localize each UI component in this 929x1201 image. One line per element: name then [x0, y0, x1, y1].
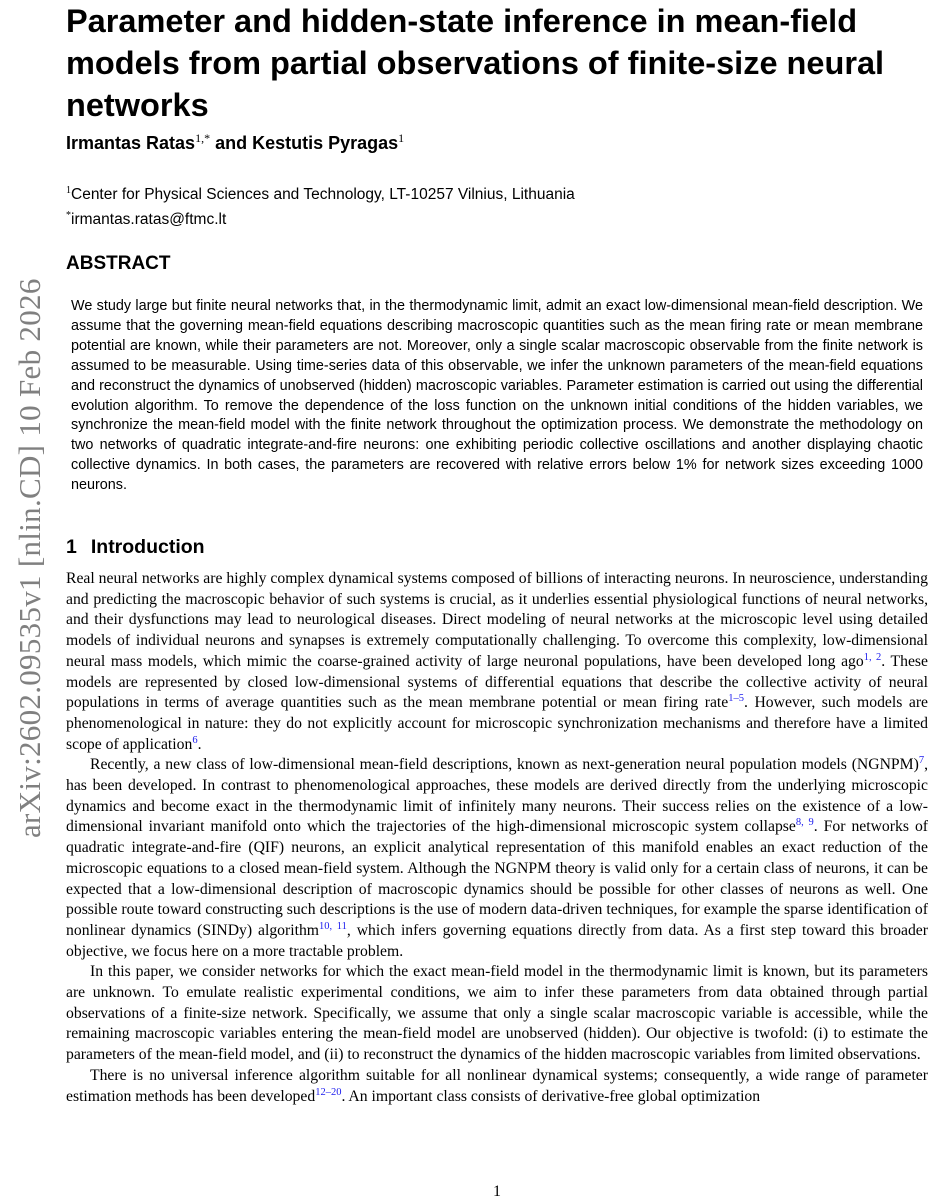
corresponding-email-line	[66, 205, 866, 230]
affiliation-text: Center for Physical Sciences and Technology, LT-10257 Vilnius, Lithuania	[71, 186, 575, 204]
paragraph	[66, 755, 928, 962]
body-text	[66, 569, 928, 1107]
citation-link[interactable]: 6	[192, 734, 198, 746]
page-number: 1	[493, 1183, 501, 1200]
citation-link[interactable]: 1, 2	[863, 651, 882, 663]
paragraph: In this paper, we consider networks for which the exact mean-field model in the thermodynamic limit is known, but its parameters are unknown. To emulate realistic experimental conditions, we aim to infer these parameters from data obtained through partial observations of a finite-size network. Specifically, we assume that only a single scalar macroscopic variable is accessible, while the remaining macroscopic variables entering the mean-field model are unobserved (hidden). Our objective is twofold: (i) to estimate the parameters of the mean-field model, and (ii) to reconstruct the dynamics of the hidden macroscopic variables from limited observations.	[66, 963, 928, 1064]
paragraph-text: Real neural networks are highly complex dynamical systems composed of billions of interacting neurons. In neuroscience, understanding and predicting the macroscopic behavior of such systems is crucial, as it underlies essential physiological functions of neural networks, and their dysfunctions may lead to neurological diseases. Direct modeling of neural networks at the microscopic level using detailed models of individual neurons and synapses is extremely computationally challenging. To overcome this complexity, low-dimensional neural mass models, which mimic the coarse-grained activity of large neuronal populations, have been developed long ago	[66, 570, 928, 670]
paragraph-text: , has been developed. In contrast to phenomenological approaches, these models are derived directly from the underlying microscopic dynamics and become exact in the thermodynamic limit of infinitely many neurons. Their success relies on the existence of a low-dimensional invariant manifold onto which the trajectories of the high-dimensional microscopic system collapse	[66, 756, 928, 836]
section-title: Introduction	[90, 536, 205, 558]
citation-link[interactable]: 1–5	[728, 692, 745, 704]
author-conjunction: and	[210, 133, 253, 153]
email-marker: *	[66, 210, 71, 222]
paragraph-text: Recently, a new class of low-dimensional mean-field descriptions, known as next-generation neural population models (NGNPM)	[90, 756, 919, 774]
section-number: 1	[66, 536, 77, 558]
abstract-heading: ABSTRACT	[66, 253, 171, 274]
citation-link[interactable]: 8, 9	[795, 817, 814, 829]
author-list	[66, 131, 404, 154]
paragraph-text: . For networks of quadratic integrate-and-fire (QIF) neurons, an explicit analytical representation of this manifold enables an exact reduction of the microscopic equations to a closed mean-field system. Although the NGNPM theory is valid only for a certain class of neurons, it can be expected that a low-dimensional description of macroscopic dynamics should be possible for other classes of neurons as well. One possible route toward constructing such descriptions is the use of modern data-driven techniques, for example the sparse identification of nonlinear dynamics (SINDy) algorithm	[66, 818, 929, 939]
paper-title: Parameter and hidden-state inference in mean-field models from partial observations of finite-size neural networks	[66, 3, 885, 123]
affiliation-marker: 1	[398, 131, 405, 145]
paragraph-text: , which infers governing equations directly from data. As a first step toward this broader objective, we focus here on a more tractable problem.	[66, 921, 928, 960]
corresponding-email: irmantas.ratas@ftmc.lt	[71, 211, 227, 229]
author-name: Irmantas Ratas	[66, 133, 196, 153]
paragraph-text: . However, such models are phenomenological in nature: they do not explicitly account for microscopic synchronization mechanisms and therefore have a limited scope of application	[66, 694, 929, 753]
citation-link[interactable]: 10, 11	[319, 920, 347, 932]
affiliation-line	[66, 180, 866, 205]
paragraph-text: . These models are represented by closed low-dimensional systems of differential equations that describe the collective activity of neural populations in terms of average quantities such as the mean membrane potential or mean firing rate	[66, 652, 928, 712]
paragraph-text: . An important class consists of derivative-free global optimization	[341, 1087, 761, 1105]
affiliations	[66, 180, 866, 230]
author-name: Kestutis Pyragas	[252, 133, 399, 153]
paragraph	[66, 569, 928, 755]
abstract-text: We study large but finite neural networks that, in the thermodynamic limit, admit an exact low-dimensional mean-field description. We assume that the governing mean-field equations describing macroscopic quantities such as the mean firing rate or mean membrane potential are known, while their parameters are not. Moreover, only a single scalar macroscopic observable from the finite network is assumed to be measurable. Using time-series data of this observable, we infer the unknown parameters of the mean-field equations and reconstruct the dynamics of unobserved (hidden) macroscopic variables. Parameter estimation is carried out using the differential evolution algorithm. To remove the dependence of the loss function on the unknown initial conditions of the hidden variables, we synchronize the mean-field model with the finite network throughout the optimization process. We demonstrate the methodology on two networks of quadratic integrate-and-fire neurons: one exhibiting periodic collective oscillations and another displaying chaotic collective dynamics. In both cases, the parameters are recovered with relative errors below 1% for network sizes exceeding 1000 neurons.	[71, 298, 923, 494]
paragraph-text: There is no universal inference algorithm suitable for all nonlinear dynamical systems; consequently, a wide range of parameter estimation methods has been developed	[66, 1066, 928, 1105]
section-heading	[66, 536, 205, 559]
arxiv-identifier-stamp: arXiv:2602.09535v1 [nlin.CD] 10 Feb 2026	[12, 278, 47, 838]
paragraph	[66, 1066, 928, 1107]
paragraph-text: .	[197, 735, 202, 753]
affiliation-marker: 1,*	[195, 131, 211, 145]
citation-link[interactable]: 12–20	[315, 1086, 342, 1098]
citation-link[interactable]: 7	[918, 755, 925, 767]
affiliation-marker: 1	[66, 185, 71, 196]
